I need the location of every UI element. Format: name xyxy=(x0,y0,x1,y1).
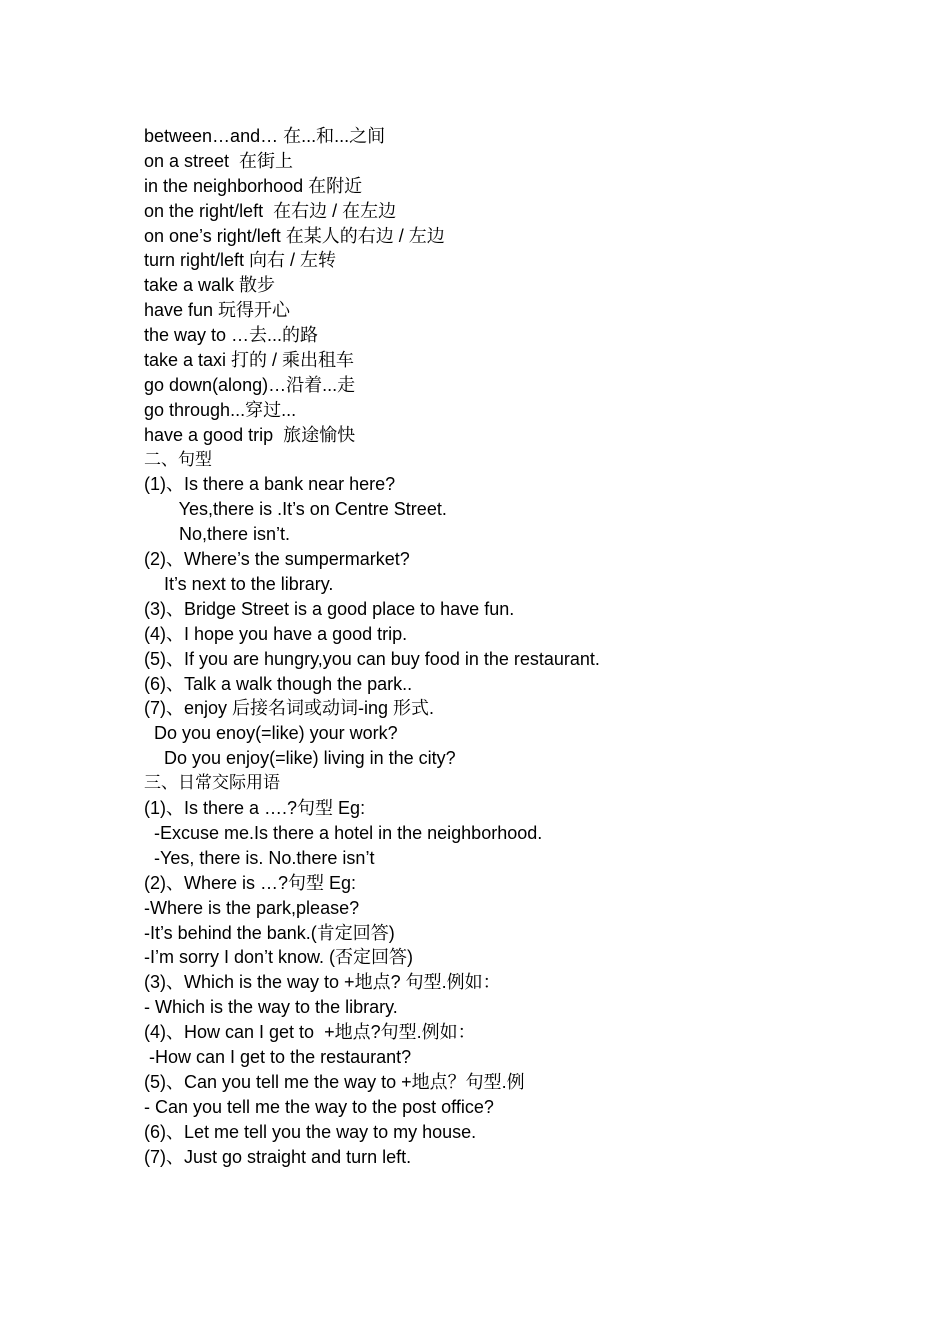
expression-line: -It’s behind the bank.(肯定回答) xyxy=(144,922,395,943)
expression-line: - Can you tell me the way to the post office? xyxy=(144,1096,494,1117)
sentence-line: No,there isn’t. xyxy=(144,524,291,545)
phrase-line: on a street 在街上 xyxy=(144,150,294,171)
section-heading-daily-expressions: 三、日常交际用语 xyxy=(144,773,280,794)
sentence-line: (1)、Is there a bank near here? xyxy=(144,474,396,495)
sentence-line: (4)、I hope you have a good trip. xyxy=(144,623,408,644)
phrase-line: have a good trip 旅途愉快 xyxy=(144,424,356,445)
phrase-line: have fun 玩得开心 xyxy=(144,300,291,321)
expression-line: (3)、Which is the way to +地点? 句型.例如： xyxy=(144,972,501,993)
sentence-line: (5)、If you are hungry,you can buy food in the restaurant. xyxy=(144,648,600,669)
section-heading-sentence-patterns: 二、句型 xyxy=(144,449,212,470)
sentence-line: Do you enjoy(=like) living in the city? xyxy=(144,748,456,769)
sentence-line: It’s next to the library. xyxy=(144,574,334,595)
phrase-line: turn right/left 向右 / 左转 xyxy=(144,250,337,271)
expression-line: -Excuse me.Is there a hotel in the neighborhood. xyxy=(144,822,543,843)
sentence-line: (7)、enjoy 后接名词或动词-ing 形式. xyxy=(144,698,435,719)
phrase-line: on the right/left 在右边 / 在左边 xyxy=(144,200,397,221)
phrase-line: in the neighborhood 在附近 xyxy=(144,175,363,196)
expression-line: (4)、How can I get to +地点?句型.例如： xyxy=(144,1022,476,1043)
phrase-line: the way to …去...的路 xyxy=(144,325,319,346)
expression-line: (2)、Where is …?句型 Eg: xyxy=(144,872,357,893)
sentence-line: (3)、Bridge Street is a good place to have fun. xyxy=(144,598,515,619)
expression-line: (5)、Can you tell me the way to +地点？句型.例 xyxy=(144,1071,525,1092)
text-body xyxy=(144,124,600,1169)
phrase-line: go down(along)…沿着...走 xyxy=(144,374,356,395)
expression-line: - Which is the way to the library. xyxy=(144,997,398,1018)
expression-line: -Where is the park,please? xyxy=(144,897,360,918)
sentence-line: Do you enoy(=like) your work? xyxy=(144,723,398,744)
expression-line: -How can I get to the restaurant? xyxy=(144,1046,412,1067)
expression-line: (1)、Is there a ….?句型 Eg: xyxy=(144,798,366,819)
phrase-line: take a taxi 打的 / 乘出租车 xyxy=(144,350,355,371)
sentence-line: Yes,there is .It’s on Centre Street. xyxy=(144,499,447,520)
expression-line: -Yes, there is. No.there isn’t xyxy=(144,847,375,868)
expression-line: (6)、Let me tell you the way to my house. xyxy=(144,1121,477,1142)
expression-line: -I’m sorry I don’t know. (否定回答) xyxy=(144,947,414,968)
phrase-line: go through...穿过... xyxy=(144,399,297,420)
phrase-line: between…and… 在...和...之间 xyxy=(144,126,386,146)
sentence-line: (6)、Talk a walk though the park.. xyxy=(144,673,413,694)
phrase-line: on one’s right/left 在某人的右边 / 左边 xyxy=(144,225,445,246)
expression-line: (7)、Just go straight and turn left. xyxy=(144,1146,412,1167)
phrase-line: take a walk 散步 xyxy=(144,275,276,296)
sentence-line: (2)、Where’s the sumpermarket? xyxy=(144,549,410,570)
